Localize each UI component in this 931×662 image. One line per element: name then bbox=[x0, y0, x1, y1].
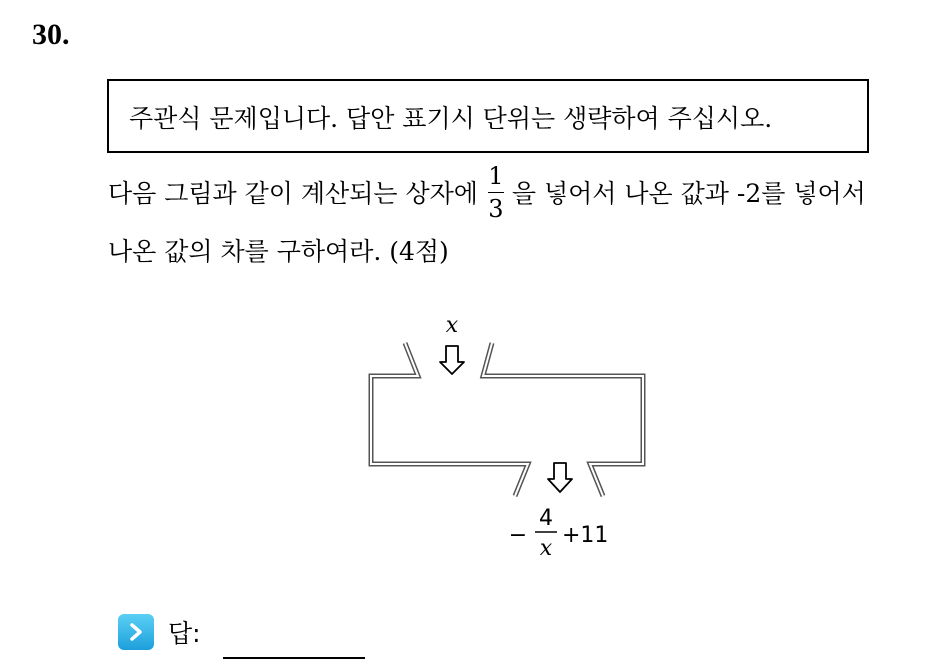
fraction-bar bbox=[488, 192, 504, 193]
question-number: 30. bbox=[32, 18, 70, 51]
output-arrow-icon bbox=[548, 463, 572, 492]
question-text-part1: 다음 그림과 같이 계산되는 상자에 bbox=[108, 179, 478, 208]
question-line-2 bbox=[108, 230, 449, 270]
function-box-diagram bbox=[360, 310, 660, 560]
question-text-part3: 나온 값의 차를 구하여라. (4점) bbox=[108, 237, 449, 266]
question-line-1 bbox=[108, 160, 866, 224]
fraction-one-third bbox=[488, 161, 504, 223]
fraction-denominator: 3 bbox=[488, 194, 504, 223]
output-numerator: 4 bbox=[539, 506, 553, 531]
output-minus: − bbox=[508, 523, 528, 548]
fraction-numerator: 1 bbox=[488, 161, 504, 190]
notice-text: 주관식 문제입니다. 답안 표기시 단위는 생략하여 주십시오. bbox=[129, 104, 773, 133]
box-outline bbox=[371, 343, 643, 496]
notice-box bbox=[107, 79, 869, 153]
answer-row bbox=[118, 614, 201, 650]
input-arrow-icon bbox=[440, 346, 464, 374]
input-label: x bbox=[445, 313, 459, 338]
output-suffix: +11 bbox=[562, 523, 609, 548]
question-text-part2: 을 넣어서 나온 값과 -2를 넣어서 bbox=[511, 179, 866, 208]
answer-blank[interactable] bbox=[223, 657, 365, 659]
chevron-right-icon bbox=[118, 614, 154, 650]
answer-label: 답: bbox=[168, 619, 201, 648]
output-denominator: x bbox=[539, 536, 553, 560]
